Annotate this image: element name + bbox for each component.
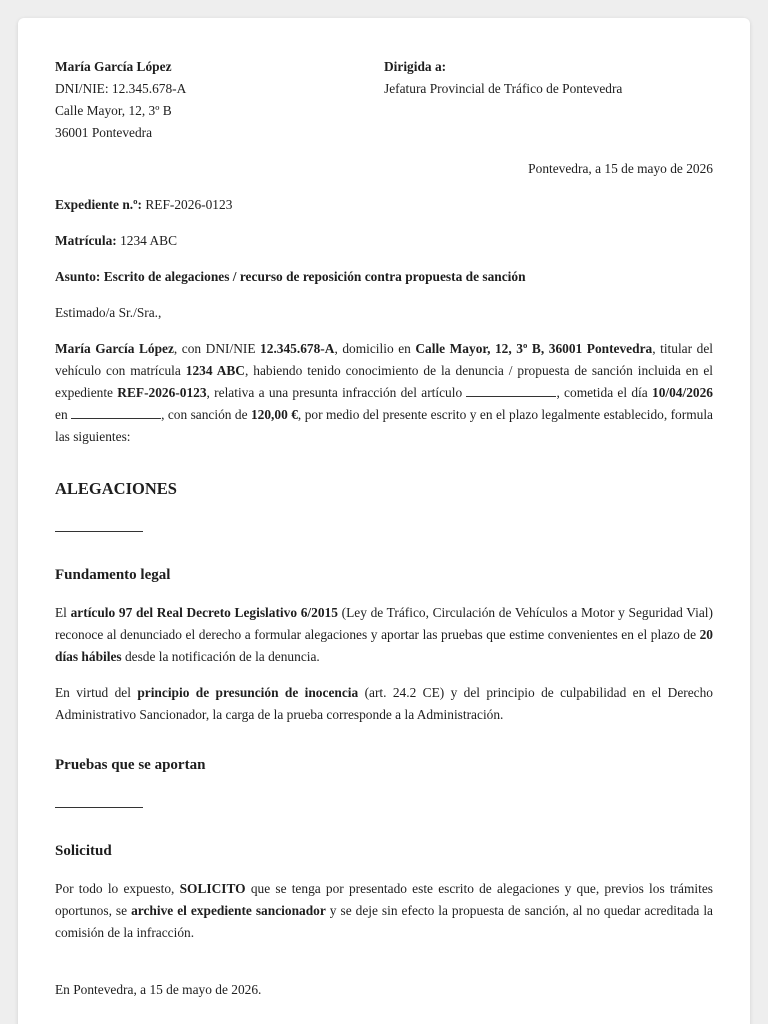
solicitud-text: Por todo lo expuesto, <box>55 881 180 896</box>
solicitud-text: y se deje sin efecto la propuesta de sanción, al no quedar acreditada la comisión de la infracción. <box>55 903 713 940</box>
matricula-field <box>55 230 713 252</box>
subject-value: Escrito de alegaciones / recurso de reposición contra propuesta de sanción <box>100 269 526 284</box>
solicitud-text: que se tenga por presentado este escrito de alegaciones y que, previos los trámites oportunos, se <box>55 881 713 918</box>
intro-amount: 120,00 € <box>250 407 298 422</box>
greeting: Estimado/a Sr./Sra., <box>55 305 162 320</box>
recipient-name: Jefatura Provincial de Tráfico de Pontevedra <box>384 81 623 96</box>
solicitud-keyword: SOLICITO <box>179 881 246 896</box>
intro-text: , relativa a una presunta infracción del artículo <box>206 385 467 400</box>
fundamento-text: El <box>55 605 71 620</box>
intro-text: , con DNI/NIE <box>173 341 261 356</box>
intro-plate: 1234 ABC <box>185 363 245 378</box>
intro-name: María García López <box>55 341 174 356</box>
intro-paragraph <box>55 338 713 448</box>
intro-ref: REF-2026-0123 <box>117 385 207 400</box>
recipient-block <box>384 56 713 144</box>
header-block <box>55 56 713 144</box>
sender-address-line-1: Calle Mayor, 12, 3º B <box>55 103 172 118</box>
intro-address: Calle Mayor, 12, 3º B, 36001 Pontevedra <box>415 341 653 356</box>
intro-text: en <box>55 407 72 422</box>
sender-name: María García López <box>55 59 172 74</box>
solicitud-paragraph <box>55 878 713 944</box>
article-blank <box>466 383 556 397</box>
intro-text: , domicilio en <box>334 341 416 356</box>
intro-dni: 12.345.678-A <box>260 341 335 356</box>
fundamento-article: artículo 97 del Real Decreto Legislativo 6/2015 <box>70 605 338 620</box>
recipient-label: Dirigida a: <box>384 59 447 74</box>
fundamento-deadline: 20 días hábiles <box>55 627 713 664</box>
matricula-value: 1234 ABC <box>116 233 178 248</box>
intro-text: , con sanción de <box>161 407 251 422</box>
fundamento-text: (art. 24.2 CE) y del principio de culpabilidad en el Derecho Administrativo Sancionador, la carga de la prueba corresponde a la Administración. <box>55 685 714 722</box>
closing-line: En Pontevedra, a 15 de mayo de 2026. <box>55 982 262 997</box>
matricula-label: Matrícula: <box>55 233 117 248</box>
document-page <box>18 18 750 1024</box>
place-blank <box>71 405 161 419</box>
fundamento-text: desde la notificación de la denuncia. <box>121 649 320 664</box>
fundamento-heading: Fundamento legal <box>55 567 171 583</box>
expediente-value: REF-2026-0123 <box>142 197 233 212</box>
date-line: Pontevedra, a 15 de mayo de 2026 <box>528 161 713 176</box>
intro-date: 10/04/2026 <box>652 385 714 400</box>
alegaciones-heading: ALEGACIONES <box>55 479 177 498</box>
sender-address-line-2: 36001 Pontevedra <box>55 125 153 140</box>
subject-field <box>55 266 713 288</box>
alegaciones-blank-rule <box>55 531 143 532</box>
intro-text: , titular del vehículo con matrícula <box>55 341 713 378</box>
solicitud-heading: Solicitud <box>55 843 112 859</box>
document-content <box>55 56 713 1001</box>
intro-text: , cometida el día <box>556 385 652 400</box>
sender-block <box>55 56 384 144</box>
sender-id: DNI/NIE: 12.345.678-A <box>55 81 187 96</box>
fundamento-paragraph-1 <box>55 602 713 668</box>
fundamento-text: En virtud del <box>55 685 138 700</box>
pruebas-heading: Pruebas que se aportan <box>55 757 206 773</box>
pruebas-blank-rule <box>55 807 143 808</box>
fundamento-principle: principio de presunción de inocencia <box>137 685 359 700</box>
expediente-field <box>55 194 713 216</box>
intro-text: , habiendo tenido conocimiento de la denuncia / propuesta de sanción incluida en el expediente <box>55 363 713 400</box>
fundamento-text: (Ley de Tráfico, Circulación de Vehículos a Motor y Seguridad Vial) reconoce al denunciado el derecho a formular alegaciones y aportar las pruebas que estime convenientes en el plazo de <box>55 605 713 642</box>
fundamento-paragraph-2 <box>55 682 713 726</box>
intro-text: , por medio del presente escrito y en el plazo legalmente establecido, formula las siguientes: <box>55 407 713 444</box>
expediente-label: Expediente n.º: <box>55 197 142 212</box>
solicitud-request: archive el expediente sancionador <box>131 903 326 918</box>
subject-label: Asunto: <box>55 269 101 284</box>
